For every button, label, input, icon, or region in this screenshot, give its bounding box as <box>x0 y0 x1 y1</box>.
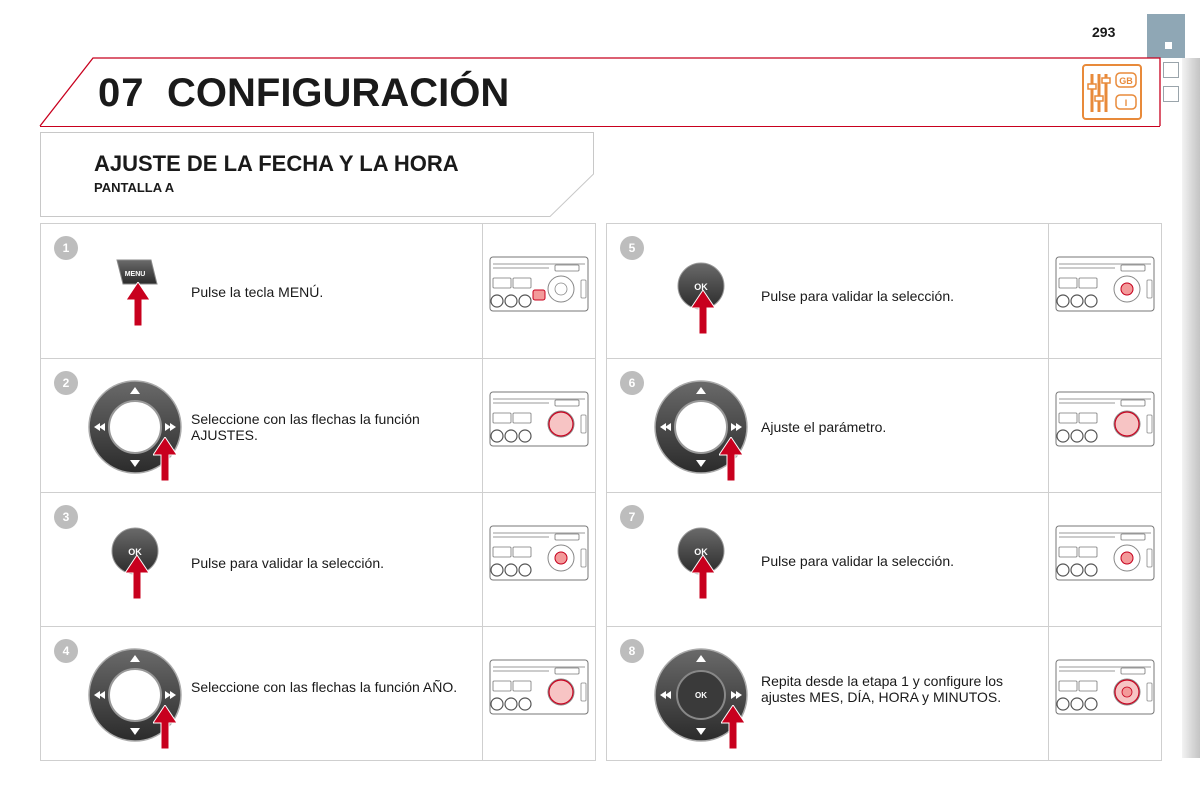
step-1 <box>41 224 595 358</box>
step-number-badge: 5 <box>620 236 644 260</box>
steps-panel-left <box>40 223 596 761</box>
radio-thumbnail <box>1048 627 1161 761</box>
arrow-pad-icon <box>653 379 757 483</box>
step-text: Pulse para validar la selección. <box>761 553 954 569</box>
menu-key-icon <box>113 254 161 326</box>
chapter-title: CONFIGURACIÓN <box>167 71 510 115</box>
step-text: Seleccione con las flechas la función AJUSTES. <box>191 411 420 443</box>
section-title: AJUSTE DE LA FECHA Y LA HORA <box>94 151 459 176</box>
right-edge-bar <box>1182 58 1200 758</box>
radio-panel-image <box>489 657 589 717</box>
radio-panel-image <box>1055 657 1155 717</box>
radio-thumbnail <box>482 493 595 627</box>
radio-panel-image <box>489 523 589 583</box>
step-8 <box>607 626 1161 761</box>
arrow-pad-icon <box>87 647 191 751</box>
radio-thumbnail <box>482 627 595 761</box>
ok-button-icon <box>111 527 163 599</box>
ok-label: OK <box>695 691 707 700</box>
page-number: 293 <box>1092 24 1116 40</box>
step-number-badge: 4 <box>54 639 78 663</box>
lang-i-label: I <box>1124 98 1128 108</box>
step-text: Repita desde la etapa 1 y configure los ajustes MES, DÍA, HORA y MINUTOS. <box>761 673 1004 705</box>
radio-thumbnail <box>1048 359 1161 493</box>
chapter-number: 07 <box>98 71 145 115</box>
red-rule <box>40 126 1160 127</box>
chapter-header-frame <box>0 0 1200 140</box>
lang-gb-label: GB <box>1119 76 1133 86</box>
step-4 <box>41 626 595 761</box>
ok-button-icon <box>677 262 729 334</box>
step-6 <box>607 358 1161 493</box>
radio-thumbnail <box>482 359 595 493</box>
ok-label: OK <box>694 547 708 557</box>
arrow-pad-icon <box>87 379 191 483</box>
arrow-pad-ok-icon <box>653 647 757 751</box>
step-number-badge: 6 <box>620 371 644 395</box>
ok-button-icon <box>677 527 729 599</box>
radio-panel-image <box>1055 523 1155 583</box>
step-number-badge: 3 <box>54 505 78 529</box>
step-7 <box>607 492 1161 627</box>
radio-panel-image <box>489 254 589 314</box>
radio-thumbnail <box>1048 224 1161 358</box>
radio-thumbnail <box>1048 493 1161 627</box>
step-2 <box>41 358 595 493</box>
step-text: Ajuste el parámetro. <box>761 419 887 435</box>
step-number-badge: 7 <box>620 505 644 529</box>
steps-panel-right <box>606 223 1162 761</box>
settings-language-icon <box>1082 64 1142 120</box>
radio-thumbnail <box>482 224 595 358</box>
section-subtitle: PANTALLA A <box>94 180 175 195</box>
radio-panel-image <box>489 389 589 449</box>
menu-key-label: MENU <box>124 271 146 278</box>
radio-panel-image <box>1055 389 1155 449</box>
ok-label: OK <box>128 547 142 557</box>
step-3 <box>41 492 595 627</box>
ok-label: OK <box>694 282 708 292</box>
step-number-badge: 8 <box>620 639 644 663</box>
step-text: Pulse para validar la selección. <box>191 555 384 571</box>
step-text: Seleccione con las flechas la función AÑO. <box>191 679 458 695</box>
step-number-badge: 1 <box>54 236 78 260</box>
step-text: Pulse la tecla MENÚ. <box>191 284 324 300</box>
step-number-badge: 2 <box>54 371 78 395</box>
radio-panel-image <box>1055 254 1155 314</box>
step-text: Pulse para validar la selección. <box>761 288 954 304</box>
step-5 <box>607 224 1161 358</box>
